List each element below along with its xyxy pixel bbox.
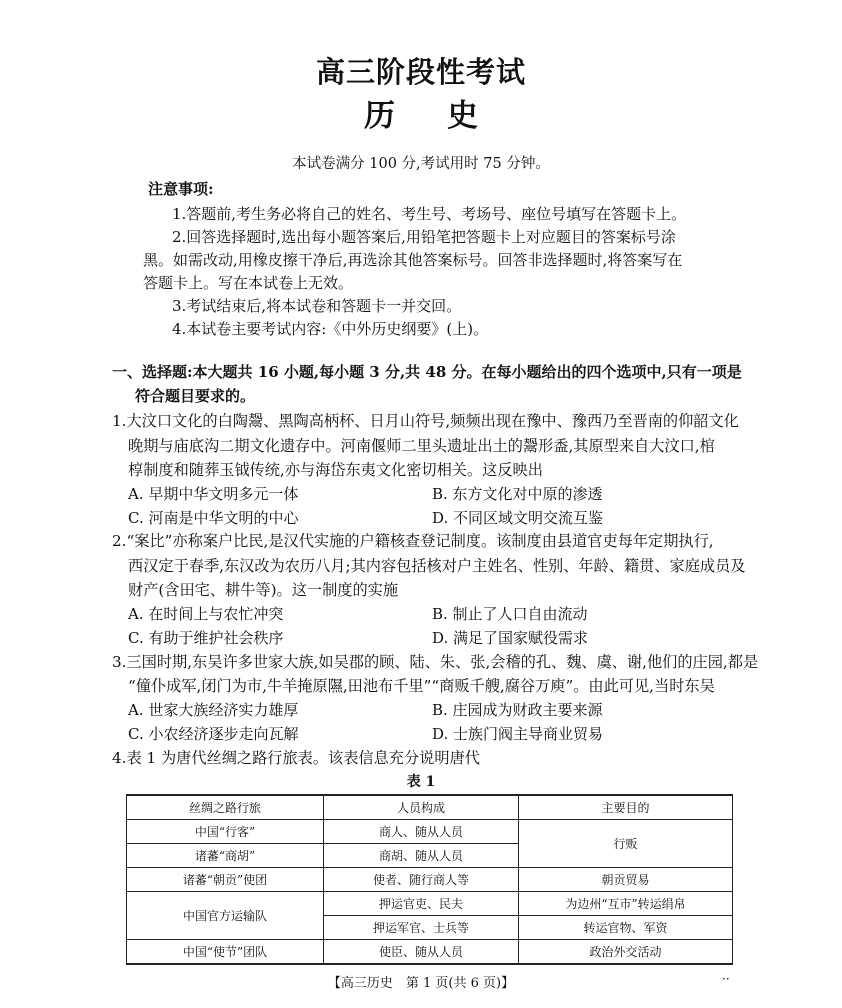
table-row: [127, 892, 733, 916]
notice-line: 2.回答选择题时,选出每小题答案后,用铅笔把答题卡上对应题目的答案标号涂: [172, 228, 676, 246]
notice-line: 1.答题前,考生务必将自己的姓名、考生号、考场号、座位号填写在答题卡上。: [172, 205, 687, 223]
question-4-text: 4.表 1 为唐代丝绸之路行旅表。该表信息充分说明唐代: [112, 749, 480, 767]
table-header: 人员构成: [324, 795, 519, 820]
table-cell: 转运官物、军资: [519, 916, 733, 940]
option-c[interactable]: C. 河南是中华文明的中心: [128, 509, 299, 527]
table-cell: 行贩: [519, 820, 733, 868]
table-cell: 商胡、随从人员: [324, 844, 519, 868]
question-1-text: 椁制度和随葬玉钺传统,亦与海岱东夷文化密切相关。这反映出: [128, 461, 543, 479]
question-2-text: 2.“案比”亦称案户比民,是汉代实施的户籍核查登记制度。该制度由县道官吏每年定期执行,: [112, 532, 714, 550]
table-cell: 政治外交活动: [519, 940, 733, 965]
notice-line: 黑。如需改动,用橡皮擦干净后,再选涂其他答案标号。回答非选择题时,将答案写在: [143, 251, 683, 269]
table-cell: 中国官方运输队: [127, 892, 324, 940]
option-a[interactable]: A. 早期中华文明多元一体: [128, 485, 299, 503]
table-cell: 诸蕃“朝贡”使团: [127, 868, 324, 892]
option-b[interactable]: B. 东方文化对中原的渗透: [432, 485, 603, 503]
table-cell: 使臣、随从人员: [324, 940, 519, 965]
table-row: [127, 868, 733, 892]
page-footer: 【高三历史 第 1 页(共 6 页)】: [327, 976, 515, 991]
exam-intro: 本试卷满分 100 分,考试用时 75 分钟。: [292, 156, 550, 172]
table-cell: 商人、随从人员: [324, 820, 519, 844]
notice-heading: 注意事项:: [148, 180, 214, 198]
table-row: [127, 940, 733, 965]
subject-title: 历史: [364, 98, 530, 134]
exam-title: 高三阶段性考试: [315, 55, 526, 89]
option-c[interactable]: C. 小农经济逐步走向瓦解: [128, 725, 299, 743]
table-cell: 押运军官、士兵等: [324, 916, 519, 940]
notice-line: 4.本试卷主要考试内容:《中外历史纲要》(上)。: [172, 320, 489, 338]
question-3-text: “僮仆成军,闭门为市,牛羊掩原隰,田池布千里”“商贩千艘,腐谷万庾”。由此可见,当时东吴: [128, 677, 715, 695]
notice-line: 答题卡上。写在本试卷上无效。: [143, 274, 354, 292]
option-d[interactable]: D. 士族门阀主导商业贸易: [432, 725, 604, 743]
footer-mark: ··: [722, 972, 730, 986]
section-heading-cont: 符合题目要求的。: [135, 387, 256, 405]
table-cell: 为边州“互市”转运绢帛: [519, 892, 733, 916]
option-d[interactable]: D. 不同区域文明交流互鉴: [432, 509, 604, 527]
table-cell: 押运官吏、民夫: [324, 892, 519, 916]
table-caption: 表 1: [406, 774, 436, 790]
question-1-text: 晚期与庙底沟二期文化遗存中。河南偃师二里头遗址出土的鬶形盉,其原型来自大汶口,棺: [128, 437, 715, 455]
notice-line: 3.考试结束后,将本试卷和答题卡一并交回。: [172, 297, 462, 315]
silk-road-table: [126, 794, 733, 965]
table-cell: 朝贡贸易: [519, 868, 733, 892]
question-2-text: 西汉定于春季,东汉改为农历八月;其内容包括核对户主姓名、性别、年龄、籍贯、家庭成员及: [128, 557, 746, 575]
table-cell: 中国“使节”团队: [127, 940, 324, 965]
option-a[interactable]: A. 在时间上与农忙冲突: [128, 605, 284, 623]
option-c[interactable]: C. 有助于维护社会秩序: [128, 629, 284, 647]
table-header: 主要目的: [519, 795, 733, 820]
section-heading: 一、选择题:本大题共 16 小题,每小题 3 分,共 48 分。在每小题给出的四个选项中,只有一项是: [112, 363, 742, 381]
option-b[interactable]: B. 制止了人口自由流动: [432, 605, 588, 623]
option-b[interactable]: B. 庄园成为财政主要来源: [432, 701, 603, 719]
table-header: 丝绸之路行旅: [127, 795, 324, 820]
question-2-text: 财产(含田宅、耕牛等)。这一制度的实施: [128, 581, 399, 599]
table-cell: 诸蕃“商胡”: [127, 844, 324, 868]
table-header-row: [127, 795, 733, 820]
table-row: [127, 820, 733, 844]
question-1-text: 1.大汶口文化的白陶鬶、黑陶高柄杯、日月山符号,频频出现在豫中、豫西乃至晋南的仰韶文化: [112, 412, 739, 430]
table-cell: 中国“行客”: [127, 820, 324, 844]
option-a[interactable]: A. 世家大族经济实力雄厚: [128, 701, 299, 719]
question-3-text: 3.三国时期,东吴许多世家大族,如吴郡的顾、陆、朱、张,会稽的孔、魏、虞、谢,他们的庄园,都是: [112, 653, 759, 671]
table-cell: 使者、随行商人等: [324, 868, 519, 892]
option-d[interactable]: D. 满足了国家赋役需求: [432, 629, 589, 647]
